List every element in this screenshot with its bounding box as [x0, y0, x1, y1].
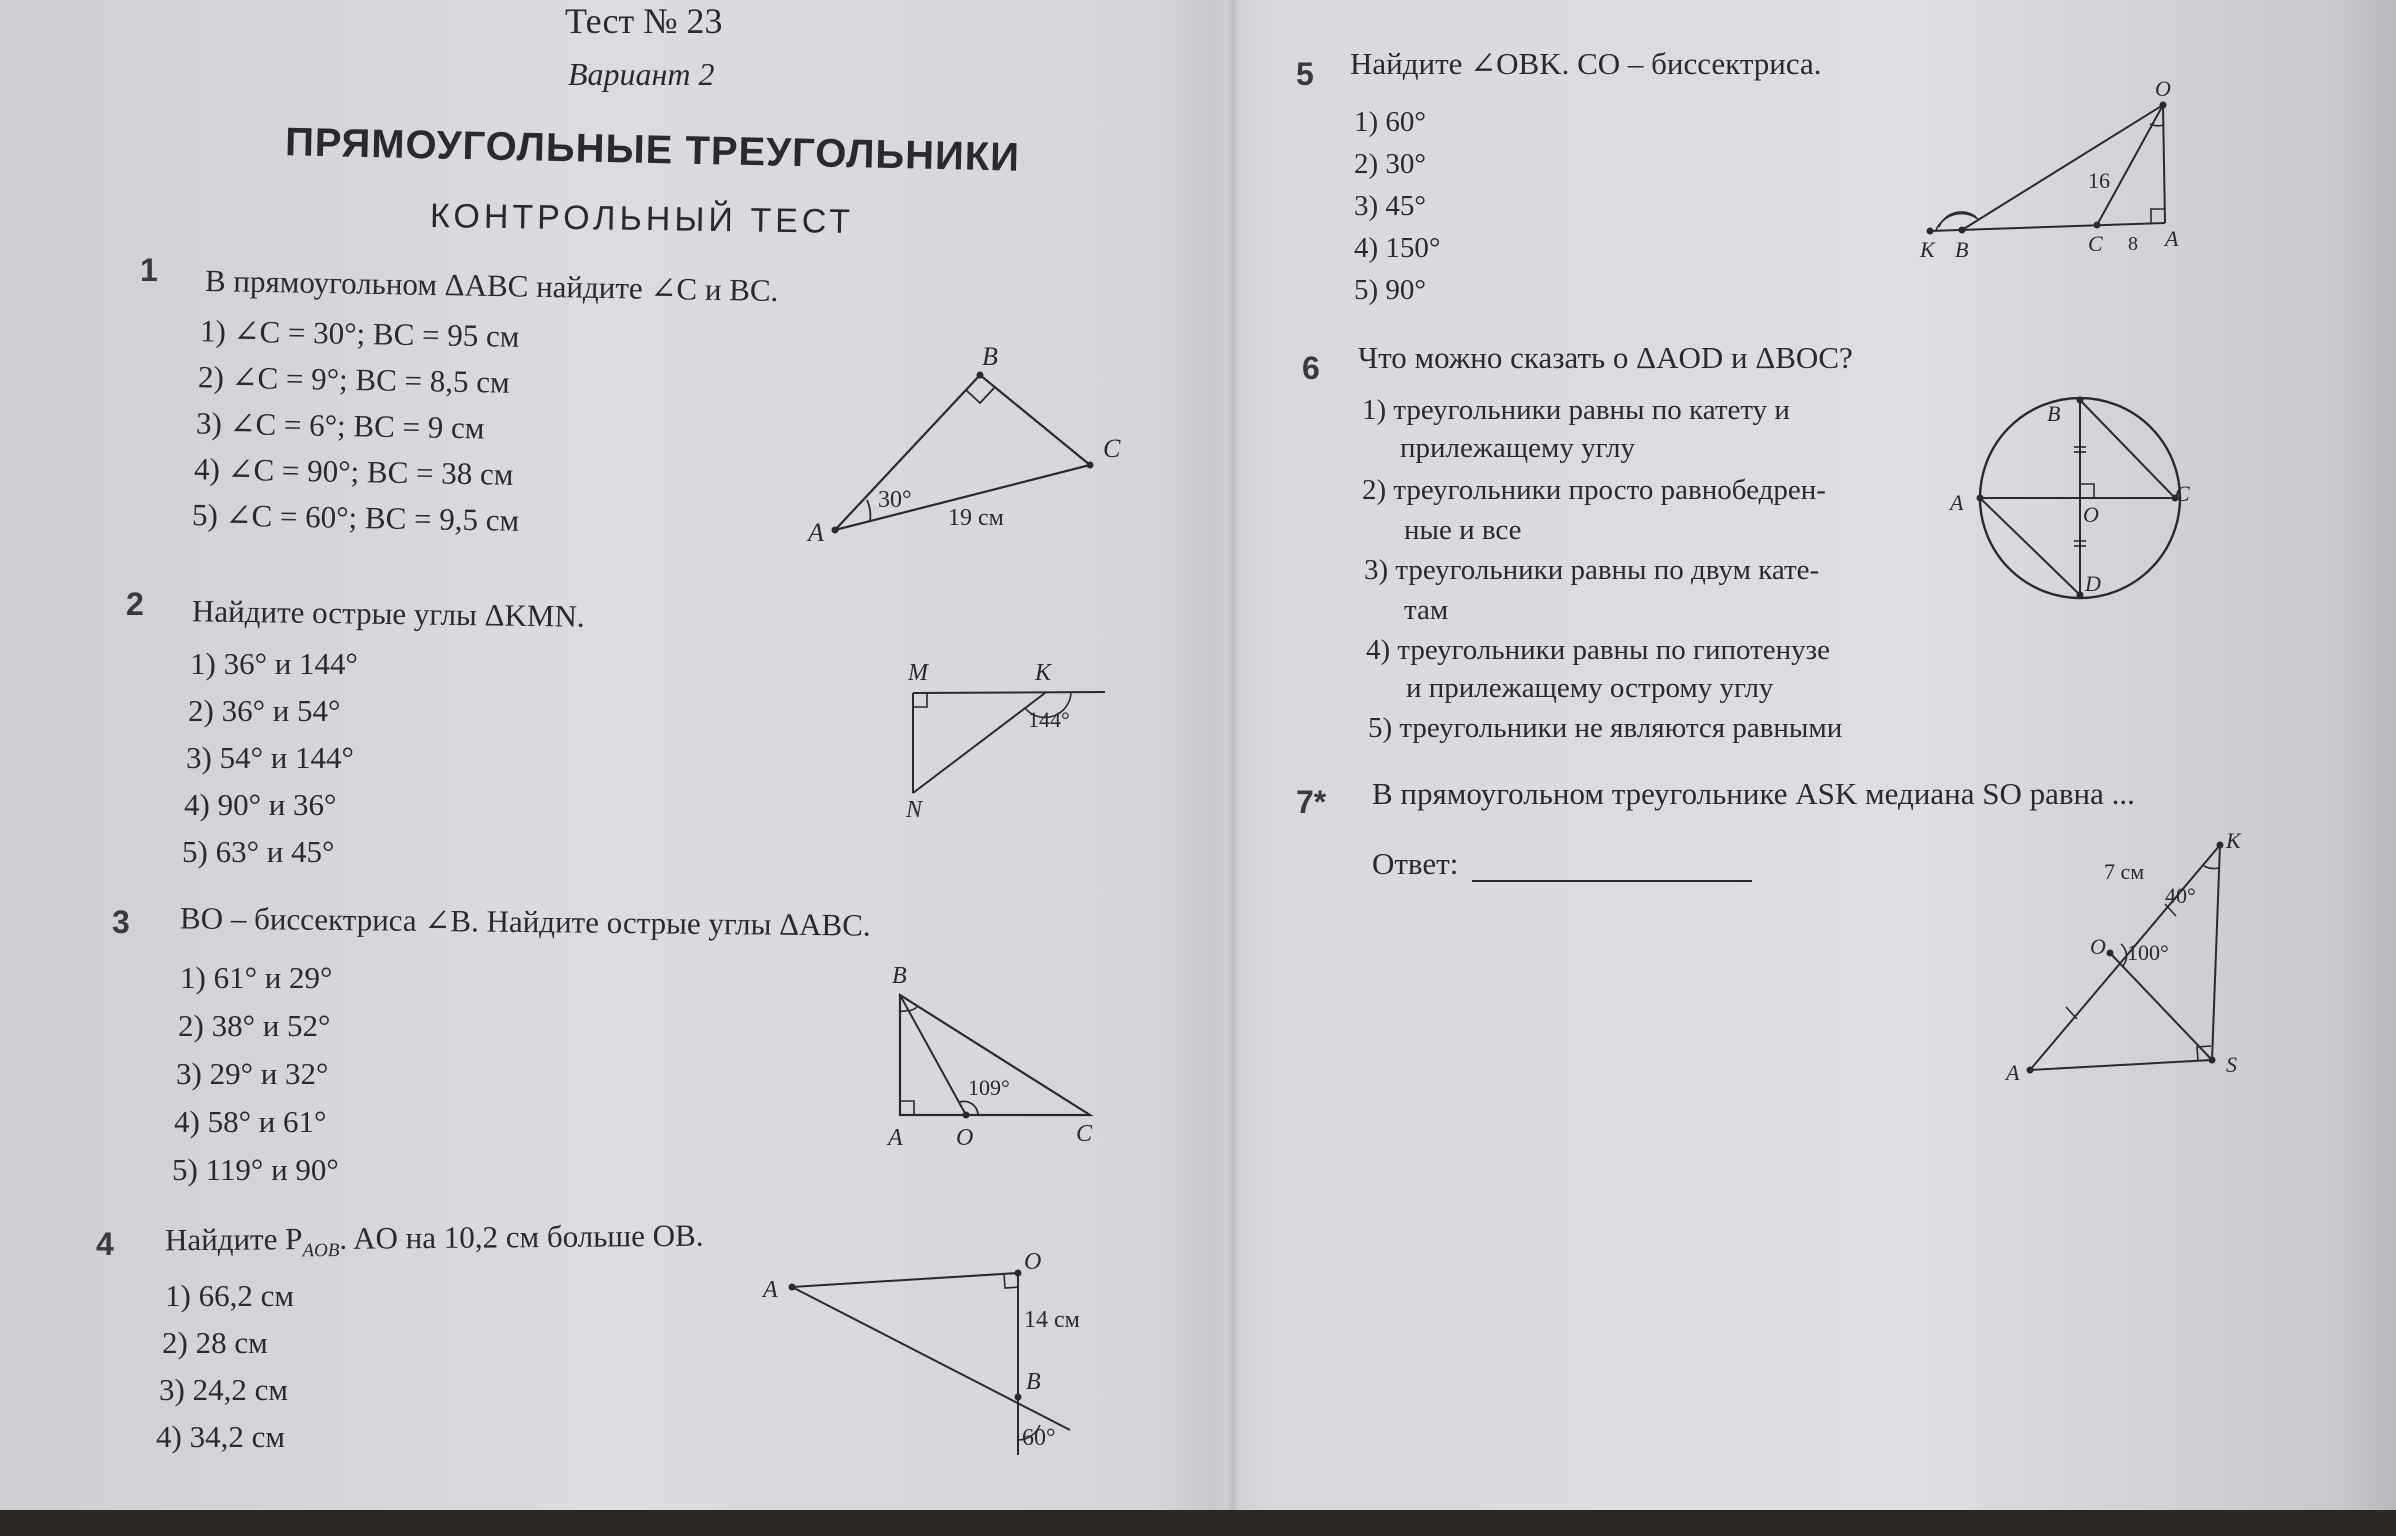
question-6-option: 3) треугольники равны по двум кате- [1364, 554, 1820, 586]
question-4-option: 2) 28 см [162, 1325, 268, 1360]
line-mk [913, 692, 1105, 693]
question-7-figure [1990, 830, 2260, 1090]
question-4-option: 1) 66,2 см [165, 1278, 294, 1313]
side-label: 7 см [2104, 859, 2145, 884]
question-3-option: 3) 29° и 32° [176, 1056, 329, 1091]
question-6-text: Что можно сказать о ΔAOD и ΔBOC? [1358, 340, 1853, 375]
question-2-figure [890, 655, 1150, 825]
vertex-label-b: B [982, 342, 998, 371]
vertex-label-a: A [808, 518, 824, 547]
vertex-label-o: O [2090, 934, 2106, 959]
question-5-option: 5) 90° [1354, 274, 1427, 306]
vertex-label-c: C [1076, 1121, 1093, 1147]
question-5-figure [1910, 76, 2200, 270]
question-1-number: 1 [140, 252, 158, 288]
question-1-figure [790, 335, 1130, 555]
vertex-point [2077, 592, 2084, 599]
vertex-label-b: B [1026, 1369, 1041, 1395]
vertex-point [1087, 462, 1094, 469]
vertex-label-c: C [2088, 231, 2103, 256]
vertex-point [2209, 1057, 2216, 1064]
vertex-point [1959, 227, 1966, 234]
question-3-text: BO – биссектриса ∠B. Найдите острые углы ΔABC. [179, 900, 871, 943]
question-5-option: 4) 150° [1354, 232, 1441, 264]
question-6-option: 5) треугольники не являются равными [1368, 712, 1843, 744]
question-3-option: 2) 38° и 52° [178, 1008, 331, 1043]
vertex-label-c: C [2175, 481, 2190, 506]
right-angle-mark [2151, 209, 2165, 223]
bisector-co [2097, 105, 2163, 225]
tick-mark [2066, 1007, 2077, 1019]
question-3-option: 4) 58° и 61° [174, 1104, 327, 1139]
right-angle-mark [900, 1101, 914, 1115]
side-ao [792, 1273, 1018, 1287]
page-fold [1228, 0, 1238, 1510]
question-6-option: 1) треугольники равны по катету и [1362, 394, 1790, 426]
question-2-option: 3) 54° и 144° [186, 740, 354, 775]
vertex-label-o: O [2155, 76, 2171, 101]
vertex-label-a: A [1950, 490, 1964, 515]
question-4-option: 4) 34,2 см [156, 1419, 285, 1454]
question-7-text: В прямоугольном треугольнике ASK медиана SO равна ... [1372, 776, 2135, 811]
question-6-option-cont: и прилежащему острому углу [1406, 672, 1774, 704]
question-6-number: 6 [1302, 350, 1320, 386]
vertex-point [832, 527, 839, 534]
vertex-label-m: M [908, 660, 928, 686]
question-2-option: 4) 90° и 36° [184, 787, 337, 822]
question-3-figure [880, 955, 1120, 1155]
question-4-figure [760, 1245, 1110, 1470]
question-2-option: 2) 36° и 54° [188, 693, 341, 728]
angle-arc [2204, 866, 2219, 869]
side-bo [1962, 105, 2163, 230]
side-as [2030, 1060, 2212, 1070]
chord-ad [1980, 498, 2080, 595]
vertex-label-a: A [888, 1125, 903, 1151]
vertex-label-a: A [2006, 1060, 2020, 1085]
question-3-option: 5) 119° и 90° [172, 1152, 339, 1187]
vertex-label-k: K [1035, 660, 1052, 686]
question-5-number: 5 [1296, 56, 1314, 92]
question-6-option-cont: ные и все [1404, 514, 1522, 546]
vertex-point [2027, 1067, 2034, 1074]
angle-label: 109° [968, 1075, 1010, 1100]
question-1-option: 1) ∠C = 30°; BC = 95 см [199, 313, 520, 354]
vertex-point [1015, 1270, 1022, 1277]
side-label: 16 [2088, 168, 2110, 193]
angle-label: 100° [2127, 940, 2169, 965]
question-6-option: 2) треугольники просто равнобедрен- [1362, 474, 1826, 506]
vertex-label-o: O [2083, 502, 2099, 527]
vertex-point [2160, 102, 2167, 109]
vertex-label-o: O [1024, 1249, 1042, 1275]
vertex-point [2217, 842, 2224, 849]
vertex-label-c: C [1103, 434, 1121, 463]
question-7-answer [1372, 846, 1752, 882]
question-1-option: 4) ∠C = 90°; BC = 38 см [193, 451, 514, 492]
right-angle-mark [966, 388, 994, 403]
answer-label: Ответ: [1372, 846, 1459, 881]
right-angle-mark [2080, 484, 2094, 498]
vertex-label-k: K [1920, 237, 1935, 262]
question-2-text: Найдите острые углы ΔKMN. [191, 593, 585, 634]
question-4-number: 4 [96, 1226, 114, 1262]
test-title: Тест № 23 [565, 1, 723, 41]
vertex-label-b: B [2047, 401, 2061, 426]
answer-blank[interactable] [1472, 854, 1752, 882]
topic-heading: ПРЯМОУГОЛЬНЫЕ ТРЕУГОЛЬНИКИ [284, 120, 1021, 180]
vertex-label-o: O [956, 1125, 974, 1151]
vertex-label-a: A [763, 1277, 778, 1303]
question-2-number: 2 [126, 586, 144, 622]
question-1-option: 5) ∠C = 60°; BC = 9,5 см [191, 497, 520, 538]
bisector-bo [900, 995, 966, 1115]
question-5-option: 3) 45° [1354, 190, 1427, 222]
vertex-point [2077, 397, 2084, 404]
angle-label: 30° [878, 487, 912, 513]
side-ks [2212, 845, 2220, 1060]
question-4-text-subscript: AOB [302, 1240, 340, 1262]
vertex-label-n: N [906, 797, 923, 823]
side-label: 8 [2128, 233, 2138, 255]
question-4-text [165, 1218, 704, 1264]
question-2-option: 1) 36° и 144° [190, 646, 358, 681]
vertex-point [789, 1284, 796, 1291]
vertex-label-d: D [2085, 571, 2101, 596]
question-3-option: 1) 61° и 29° [180, 960, 333, 995]
angle-arc [867, 500, 870, 521]
vertex-label-b: B [1955, 237, 1969, 262]
vertex-label-a: A [2165, 226, 2179, 251]
angle-arc [908, 1007, 917, 1011]
vertex-point [1015, 1394, 1022, 1401]
question-6-figure [1945, 395, 2190, 610]
question-4-text-suffix: . AO на 10,2 см больше OB. [339, 1217, 704, 1256]
angle-arc [900, 1010, 909, 1011]
vertex-point [2107, 950, 2114, 957]
question-6-option-cont: там [1404, 594, 1449, 626]
angle-label: 144° [1028, 707, 1070, 732]
question-2-option: 5) 63° и 45° [182, 834, 335, 869]
vertex-point [1927, 228, 1934, 235]
question-3-number: 3 [112, 904, 130, 940]
vertex-point [1977, 495, 1984, 502]
median-so [2110, 953, 2212, 1060]
question-4-text-prefix: Найдите P [164, 1221, 303, 1258]
question-7-number: 7* [1296, 784, 1327, 820]
angle-label: 40° [2165, 883, 2196, 908]
vertex-point [2094, 222, 2101, 229]
question-1-option: 3) ∠C = 6°; BC = 9 см [195, 405, 485, 446]
side-oa [2163, 105, 2165, 223]
question-1-option: 2) ∠C = 9°; BC = 8,5 см [197, 359, 510, 400]
side-label: 14 см [1024, 1307, 1080, 1333]
vertex-point [977, 372, 984, 379]
vertex-point [963, 1112, 970, 1119]
question-6-option: 4) треугольники равны по гипотенузе [1366, 634, 1830, 666]
side-label: 19 см [948, 505, 1004, 531]
vertex-label-b: B [892, 963, 907, 989]
vertex-label-s: S [2226, 1052, 2237, 1077]
right-angle-mark [913, 693, 927, 707]
question-5-option: 2) 30° [1354, 148, 1427, 180]
question-1-text: В прямоугольном ΔABC найдите ∠C и BC. [204, 262, 779, 309]
angle-arc [2150, 124, 2163, 126]
question-4-option: 3) 24,2 см [159, 1372, 288, 1407]
vertex-label-k: K [2226, 828, 2241, 853]
question-5-option: 1) 60° [1354, 106, 1427, 138]
question-5-text: Найдите ∠OBK. CO – биссектриса. [1350, 46, 1822, 81]
variant-label: Вариант 2 [568, 56, 715, 92]
subtitle: КОНТРОЛЬНЫЙ ТЕСТ [429, 197, 855, 241]
angle-label: 60° [1022, 1425, 1056, 1451]
question-6-option-cont: прилежащему углу [1400, 432, 1635, 464]
paper-edge [2330, 0, 2396, 1510]
